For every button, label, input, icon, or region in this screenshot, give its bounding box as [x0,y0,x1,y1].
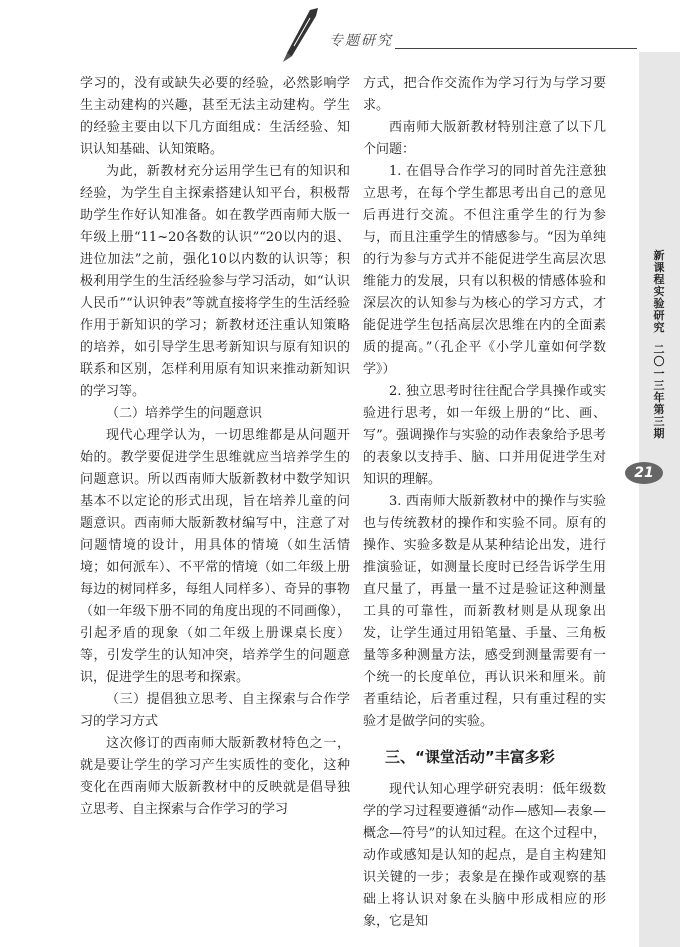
paragraph: 3. 西南师大版新教材中的操作与实验也与传统教材的操作和实验不同。原有的操作、实验多数是从某种结论出发，进行推演验证，如测量长度时已经告诉学生用直尺量了，再量一量不过是验证这种测量工具的可靠性，而新教材则是从现象出发，让学生通过用铅笔量、手量、三角板量等多种测量方法，感受到测量需要有一个统一的长度单位，再认识米和厘米。前者重结论，后者重过程，只有重过程的实验才是做学问的实验。 [363,494,606,729]
paragraph: 现代认知心理学研究表明：低年级数学的学习过程要遵循“动作—感知—表象—概念—符号”的认知过程。在这个过程中，动作或感知是认知的起点，是自主构建知识关键的一步；表象是在操作或观察的基础上将认识对象在头脑中形成相应的形象，它是知 [363,782,606,929]
header-divider [395,48,637,49]
page-header [0,0,680,70]
paragraph: 现代心理学认为，一切思维都是从问题开始的。教学要促进学生思维就应当培养学生的问题意识。所以西南师大版新教材中数学知识基本不以定论的形式出现，旨在培养儿童的问题意识。西南师大版新教材编写中，注意了对问题情境的设计，用具体的情境（如生活情境；如何派车）、不平常的情境（如二年级上册每边的树同样多，每组人同样多）、奇异的事物（如一年级下册不同的角度出现的不同画像），引起矛盾的现象（如二年级上册课桌长度）等，引发学生的认知冲突，培养学生的问题意识，促进学生的思考和探索。 [80,428,350,685]
right-column [363,73,606,933]
left-column [80,73,350,821]
issue-label: 二〇一三年 第三期 [653,343,665,440]
paragraph: 1. 在倡导合作学习的同时首先注意独立思考，在每个学生都思考出自己的意见后再进行交流。不但注重学生的行为参与，而且注重学生的情感参与。“因为单纯的行为参与方式并不能促进学生高层次思维能力的发展，只有以积极的情感体验和深层次的认知参与为核心的学习方式，才能促进学生包括高层次思维在内的全面素质的提高。”（孔企平《小学儿童如何学数学》） [363,164,606,377]
section-heading: 三、“课堂活动”丰富多彩 [385,748,555,766]
side-bar [639,52,680,947]
paragraph: 为此，新教材充分运用学生已有的知识和经验，为学生自主探索搭建认知平台，积极帮助学生作好认知准备。如在教学西南师大版一年级上册“11~20各数的认识”“20以内的退、进位加法”之前，强化10以内数的认识等；积极利用学生的生活经验参与学习活动，如“认识人民币”“认识钟表”等就直接将学生的生活经验作用于新知识的学习；新教材还注重认知策略的培养，如引导学生思考新知识与原有知识的联系和区别，怎样利用原有知识来推动新知识的学习等。 [80,164,350,399]
paragraph-continued: 方式，把合作交流作为学习行为与学习要求。 [363,76,606,113]
paragraph: （三）提倡独立思考、自主探索与合作学习的学习方式 [80,692,350,729]
fountain-pen-icon [280,6,322,64]
page-number: 21 [625,462,663,484]
journal-title: 新课程实验研究 [653,249,665,334]
paragraph: 这次修订的西南师大版新教材特色之一，就是要让学生的学习产生实质性的变化，这种变化在西南师大版新教材中的反映就是倡导独立思考、自主探索与合作学习的学习 [80,736,350,817]
paragraph: （二）培养学生的问题意识 [106,406,263,421]
journal-info [650,250,668,440]
paragraph: 西南师大版新教材特别注意了以下几个问题： [363,120,606,157]
section-label: 专题研究 [329,33,393,49]
paragraph: 2. 独立思考时往往配合学具操作或实验进行思考，如一年级上册的“比、画、写”。强调操作与实验的动作表象给予思考的表象以支持手、脑、口并用促进学生对知识的理解。 [363,384,606,487]
paragraph-continued: 学习的，没有或缺失必要的经验，必然影响学生主动建构的兴趣，甚至无法主动建构。学生的经验主要由以下几方面组成：生活经验、知识认知基础、认知策略。 [80,76,350,157]
